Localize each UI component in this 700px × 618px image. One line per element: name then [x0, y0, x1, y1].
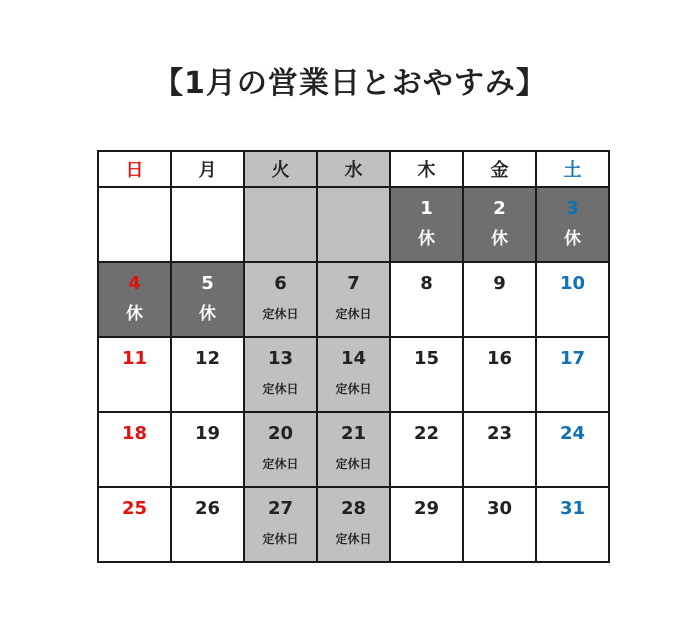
calendar-day-cell	[390, 487, 463, 562]
closed-label: 休	[418, 229, 435, 249]
day-number: 27	[267, 498, 294, 519]
calendar-day-cell	[463, 487, 536, 562]
calendar-day-cell	[98, 262, 171, 337]
calendar-week-row	[98, 412, 609, 487]
day-number: 10	[559, 273, 586, 294]
day-number: 8	[420, 273, 433, 294]
day-number: 14	[340, 348, 367, 369]
calendar-day-cell	[536, 487, 609, 562]
calendar-day-cell	[244, 187, 317, 262]
calendar-day-cell	[171, 487, 244, 562]
day-number: 17	[559, 348, 586, 369]
calendar-day-cell	[463, 262, 536, 337]
calendar-day-cell	[244, 337, 317, 412]
weekday-friday: 金	[463, 151, 536, 187]
regular-holiday-label: 定休日	[335, 307, 372, 321]
day-number: 19	[194, 423, 221, 444]
day-number: 7	[347, 273, 360, 294]
closed-label: 休	[126, 304, 143, 324]
calendar-day-cell	[244, 262, 317, 337]
calendar-day-cell	[98, 337, 171, 412]
calendar-day-cell	[536, 412, 609, 487]
calendar-day-cell	[244, 412, 317, 487]
weekday-saturday: 土	[536, 151, 609, 187]
calendar-day-cell	[317, 337, 390, 412]
day-number: 31	[559, 498, 586, 519]
calendar-week-row	[98, 262, 609, 337]
day-number: 5	[201, 273, 214, 294]
regular-holiday-label: 定休日	[335, 532, 372, 546]
day-number: 1	[420, 198, 433, 219]
closed-label: 休	[564, 229, 581, 249]
regular-holiday-label: 定休日	[262, 457, 299, 471]
day-number: 30	[486, 498, 513, 519]
regular-holiday-label: 定休日	[262, 532, 299, 546]
day-number: 16	[486, 348, 513, 369]
weekday-tuesday: 火	[244, 151, 317, 187]
calendar-day-cell	[390, 337, 463, 412]
weekday-thursday: 木	[390, 151, 463, 187]
day-number: 26	[194, 498, 221, 519]
day-number: 24	[559, 423, 586, 444]
calendar-day-cell	[463, 337, 536, 412]
day-number: 25	[121, 498, 148, 519]
calendar-day-cell	[317, 487, 390, 562]
day-number: 15	[413, 348, 440, 369]
weekday-sunday: 日	[98, 151, 171, 187]
calendar-day-cell	[98, 187, 171, 262]
weekday-wednesday: 水	[317, 151, 390, 187]
day-number: 29	[413, 498, 440, 519]
calendar-day-cell	[390, 187, 463, 262]
calendar-day-cell	[98, 487, 171, 562]
calendar-day-cell	[536, 187, 609, 262]
calendar-day-cell	[317, 412, 390, 487]
regular-holiday-label: 定休日	[262, 307, 299, 321]
day-number: 18	[121, 423, 148, 444]
regular-holiday-label: 定休日	[335, 457, 372, 471]
calendar-week-row	[98, 487, 609, 562]
regular-holiday-label: 定休日	[335, 382, 372, 396]
day-number: 6	[274, 273, 287, 294]
day-number: 22	[413, 423, 440, 444]
day-number: 4	[128, 273, 141, 294]
calendar-day-cell	[536, 337, 609, 412]
closed-label: 休	[491, 229, 508, 249]
calendar-day-cell	[171, 337, 244, 412]
day-number: 23	[486, 423, 513, 444]
day-number: 28	[340, 498, 367, 519]
calendar-day-cell	[171, 262, 244, 337]
day-number: 12	[194, 348, 221, 369]
calendar-day-cell	[317, 187, 390, 262]
calendar-day-cell	[390, 412, 463, 487]
weekday-monday: 月	[171, 151, 244, 187]
calendar-day-cell	[317, 262, 390, 337]
day-number: 3	[566, 198, 579, 219]
calendar-day-cell	[244, 487, 317, 562]
calendar-week-row	[98, 337, 609, 412]
day-number: 2	[493, 198, 506, 219]
calendar-day-cell	[98, 412, 171, 487]
calendar-day-cell	[463, 187, 536, 262]
closed-label: 休	[199, 304, 216, 324]
calendar-day-cell	[171, 412, 244, 487]
day-number: 13	[267, 348, 294, 369]
regular-holiday-label: 定休日	[262, 382, 299, 396]
day-number: 11	[121, 348, 148, 369]
day-number: 21	[340, 423, 367, 444]
calendar-day-cell	[390, 262, 463, 337]
day-number: 9	[493, 273, 506, 294]
day-number: 20	[267, 423, 294, 444]
weekday-header-row	[98, 151, 609, 187]
calendar-week-row	[98, 187, 609, 262]
page-title: 【1月の営業日とおやすみ】	[153, 66, 547, 101]
calendar-table	[97, 150, 610, 563]
calendar-day-cell	[463, 412, 536, 487]
calendar-day-cell	[171, 187, 244, 262]
calendar-day-cell	[536, 262, 609, 337]
